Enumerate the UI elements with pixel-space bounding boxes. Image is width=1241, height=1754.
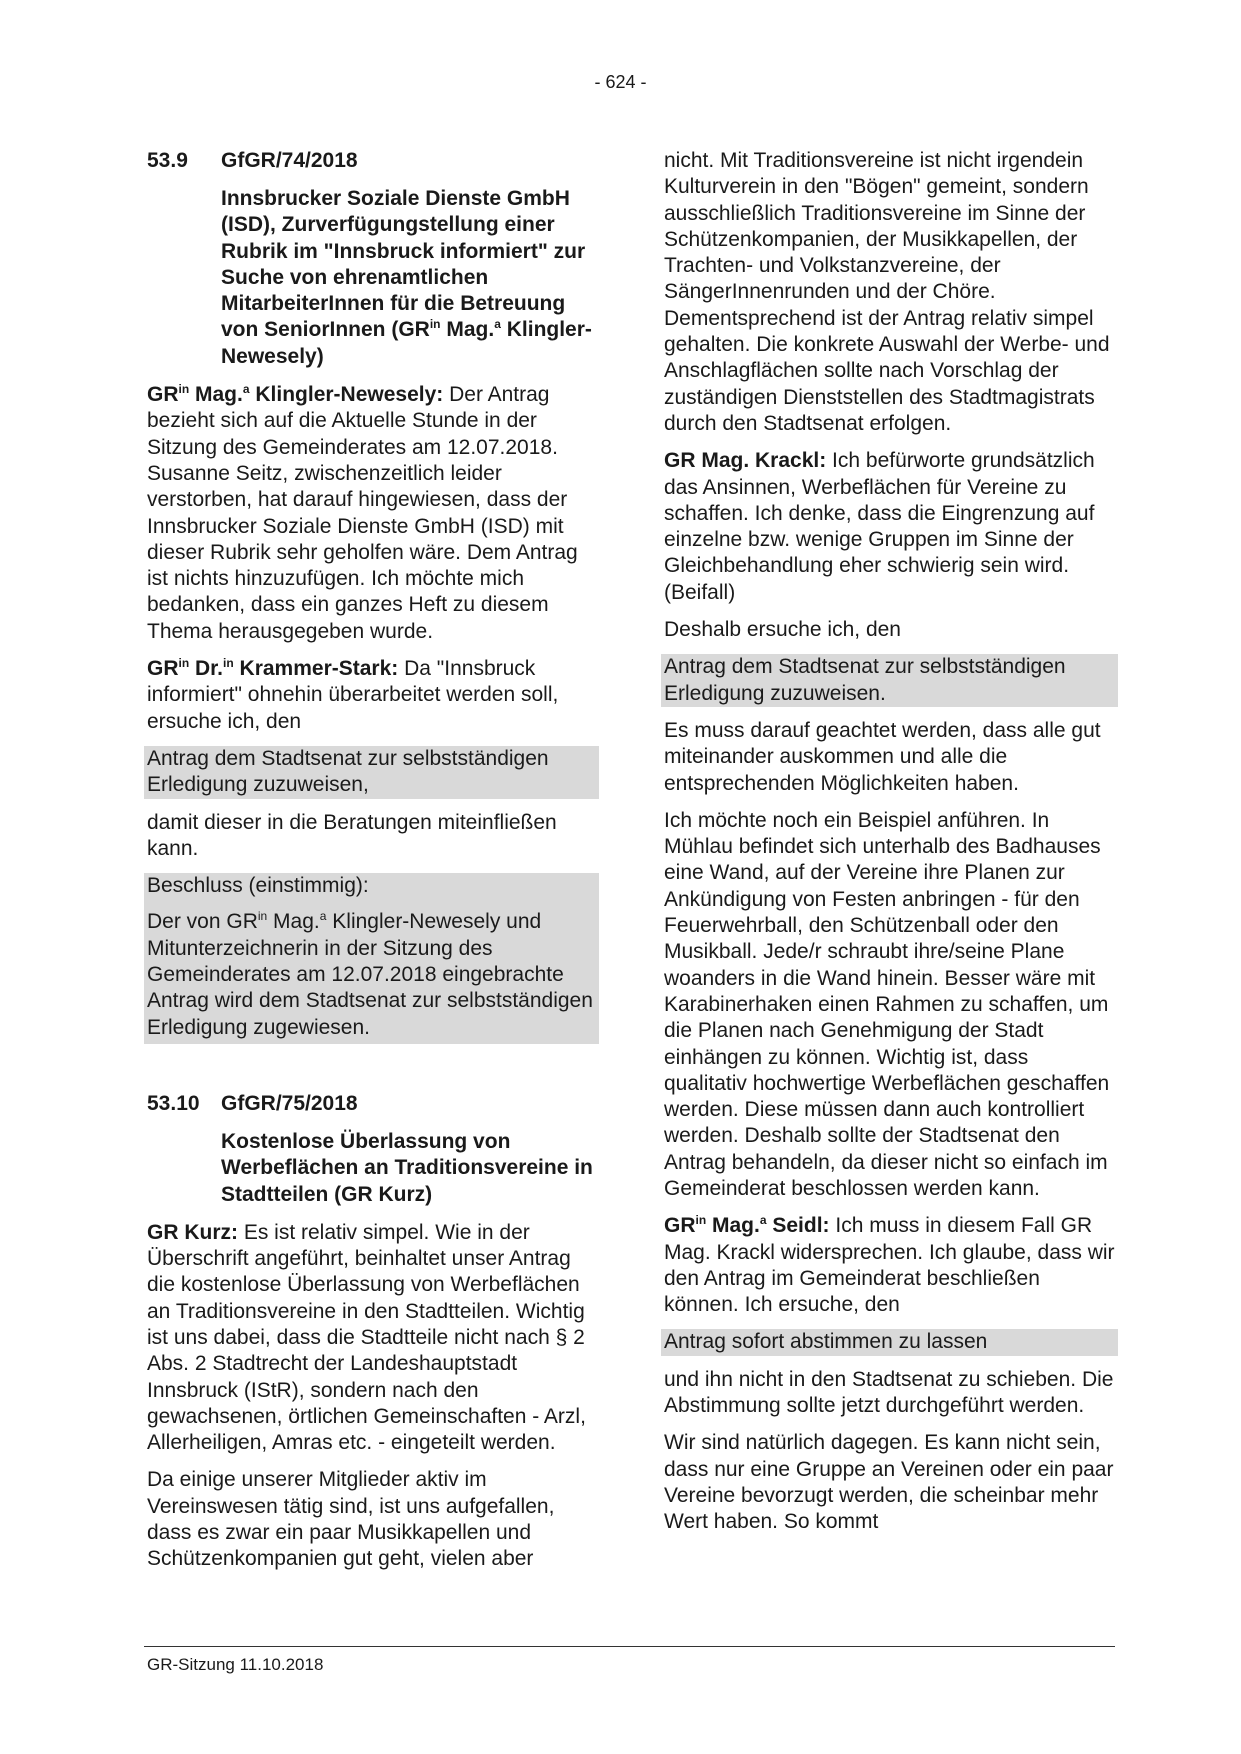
paragraph: Deshalb ersuche ich, den (664, 618, 901, 642)
motion-highlight: Antrag dem Stadtsenat zur selbstständigen Erledigung zuzuweisen, (144, 746, 599, 799)
speech-krammer-stark: $GR^{in}$ Dr.$^{in}$ Krammer-Stark: Da "Innsbruck informiert" ohnehin überarbeitet werden soll, ersuche ich, den (147, 656, 559, 733)
section-heading-53-10 (147, 1091, 597, 1117)
section-title-53-10: Kostenlose Überlassung von Werbeflächen an Traditionsvereine in Stadtteilen (GR Kurz) (221, 1129, 593, 1206)
right-column (664, 148, 1116, 1547)
footer-divider (144, 1646, 1115, 1647)
paragraph: und ihn nicht in den Stadtsenat zu schieben. Die Abstimmung sollte jetzt durchgeführt werden. (664, 1367, 1114, 1418)
paragraph: Ich möchte noch ein Beispiel anführen. In Mühlau befindet sich unterhalb des Badhauses eine Wand, auf der Vereine ihre Planen zur Ankündigung von Festen anbringen - für den Feuerwehrball, den Schützenball oder den Musikball. Jede/r schraubt ihre/seine Plane woanders in die Wand hinein. Besser wäre mit Karabinerhaken einen Rahmen zu schaffen, um die Planen nach Genehmigung der Stadt einhängen zu können. Wichtig ist, dass qualitativ hochwertige Werbeflächen geschaffen werden. Diese müssen dann auch kontrolliert werden. Deshalb sollte der Stadtsenat den Antrag behandeln, da dieser nicht so einfach im Gemeinderat beschlossen werden kann. (664, 808, 1110, 1200)
speech-seidl: $GR^{in}$ Mag.$^a$ Seidl: Ich muss in diesem Fall GR Mag. Krackl widersprechen. Ich glaube, dass wir den Antrag im Gemeinderat beschließen können. Ich ersuche, den (664, 1213, 1115, 1317)
speech-klingler-newesely: $GR^{in}$ Mag.$^a$ Klingler-Newesely: Der Antrag bezieht sich auf die Aktuelle Stunde in der Sitzung des Gemeinderates am 12.07.2018. Susanne Seitz, zwischenzeitlich leider verstorben, hat darauf hingewiesen, dass der Innsbrucker Soziale Dienste GmbH (ISD) mit dieser Rubrik sehr geholfen wäre. Dem Antrag ist nichts hinzuzufügen. Ich möchte mich bedanken, dass ein ganzes Heft zu diesem Thema herausgegeben wurde. (147, 382, 578, 643)
speech-krackl: GR Mag. Krackl: Ich befürworte grundsätzlich das Ansinnen, Werbeflächen für Vereine zu schaffen. Ich denke, dass die Eingrenzung auf einzelne bzw. wenige Gruppen im Sinne der Gleichbehandlung eher schwierig sein wird. (Beifall) (664, 449, 1095, 604)
footer: GR-Sitzung 11.10.2018 (147, 1655, 324, 1674)
motion-highlight: Antrag dem Stadtsenat zur selbstständigen Erledigung zuzuweisen. (661, 654, 1118, 707)
page-number: - 624 - (594, 72, 647, 92)
motion-highlight: Antrag sofort abstimmen zu lassen (661, 1329, 1118, 1355)
section-title-53-9: Innsbrucker Soziale Dienste GmbH (ISD), Zurverfügungstellung einer Rubrik im "Innsbruck informiert" zur Suche von ehrenamtlichen MitarbeiterInnen für die Betreuung von SeniorInnen ($GR^{in}$ Mag.$^a$ Klingler-Newesely) (221, 187, 592, 368)
section-heading-53-9 (147, 148, 597, 174)
paragraph: nicht. Mit Traditionsvereine ist nicht irgendein Kulturverein in den "Bögen" gemeint, sondern ausschließlich Traditionsvereine im Sinne der Schützenkompanien, der Musikkapellen, der Trachten- und Volkstanzvereine, der SängerInnenrunden und der Chöre. Dementsprechend ist der Antrag relativ simpel gehalten. Die konkrete Auswahl der Werbe- und Anschlagflächen sollte nach Vorschlag der zuständigen Dienststellen des Stadtmagistrats durch den Stadtsenat erfolgen. (664, 149, 1110, 435)
decision-label: Beschluss (einstimmig): (147, 874, 369, 898)
section-number: 53.9 (147, 149, 188, 172)
decision-text: Der von $GR^{in}$ Mag.$^a$ Klingler-Newesely und Mitunterzeichnerin in der Sitzung des Gemeinderates am 12.07.2018 eingebrachte Antrag wird dem Stadtsenat zur selbstständigen Erledigung zugewiesen. (147, 909, 593, 1039)
section-number: 53.10 (147, 1091, 200, 1115)
paragraph: Wir sind natürlich dagegen. Es kann nicht sein, dass nur eine Gruppe an Vereinen oder ein paar Vereine bevorzugt werden, die scheinbar mehr Wert haben. So kommt (664, 1431, 1114, 1534)
section-code: GfGR/75/2018 (221, 1091, 358, 1115)
paragraph: Es muss darauf geachtet werden, dass alle gut miteinander auskommen und alle die entsprechenden Möglichkeiten haben. (664, 718, 1101, 795)
left-column (147, 148, 597, 1584)
paragraph: damit dieser in die Beratungen miteinfließen kann. (147, 810, 557, 860)
decision-box (144, 873, 599, 1044)
paragraph: Da einige unserer Mitglieder aktiv im Vereinswesen tätig sind, ist uns aufgefallen, dass es zwar ein paar Musikkapellen und Schützenkompanien gut geht, vielen aber (147, 1468, 555, 1571)
speech-kurz: GR Kurz: Es ist relativ simpel. Wie in der Überschrift angeführt, beinhaltet unser Antrag die kostenlose Überlassung von Werbeflächen an Traditionsvereine in den Stadtteilen. Wichtig ist uns dabei, dass die Stadtteile nicht nach § 2 Abs. 2 Stadtrecht der Landeshauptstadt Innsbruck (IStR), sondern nach den gewachsenen, örtlichen Gemeinschaften - Arzl, Allerheiligen, Amras etc. - eingeteilt werden. (147, 1220, 586, 1455)
section-code: GfGR/74/2018 (221, 149, 358, 172)
